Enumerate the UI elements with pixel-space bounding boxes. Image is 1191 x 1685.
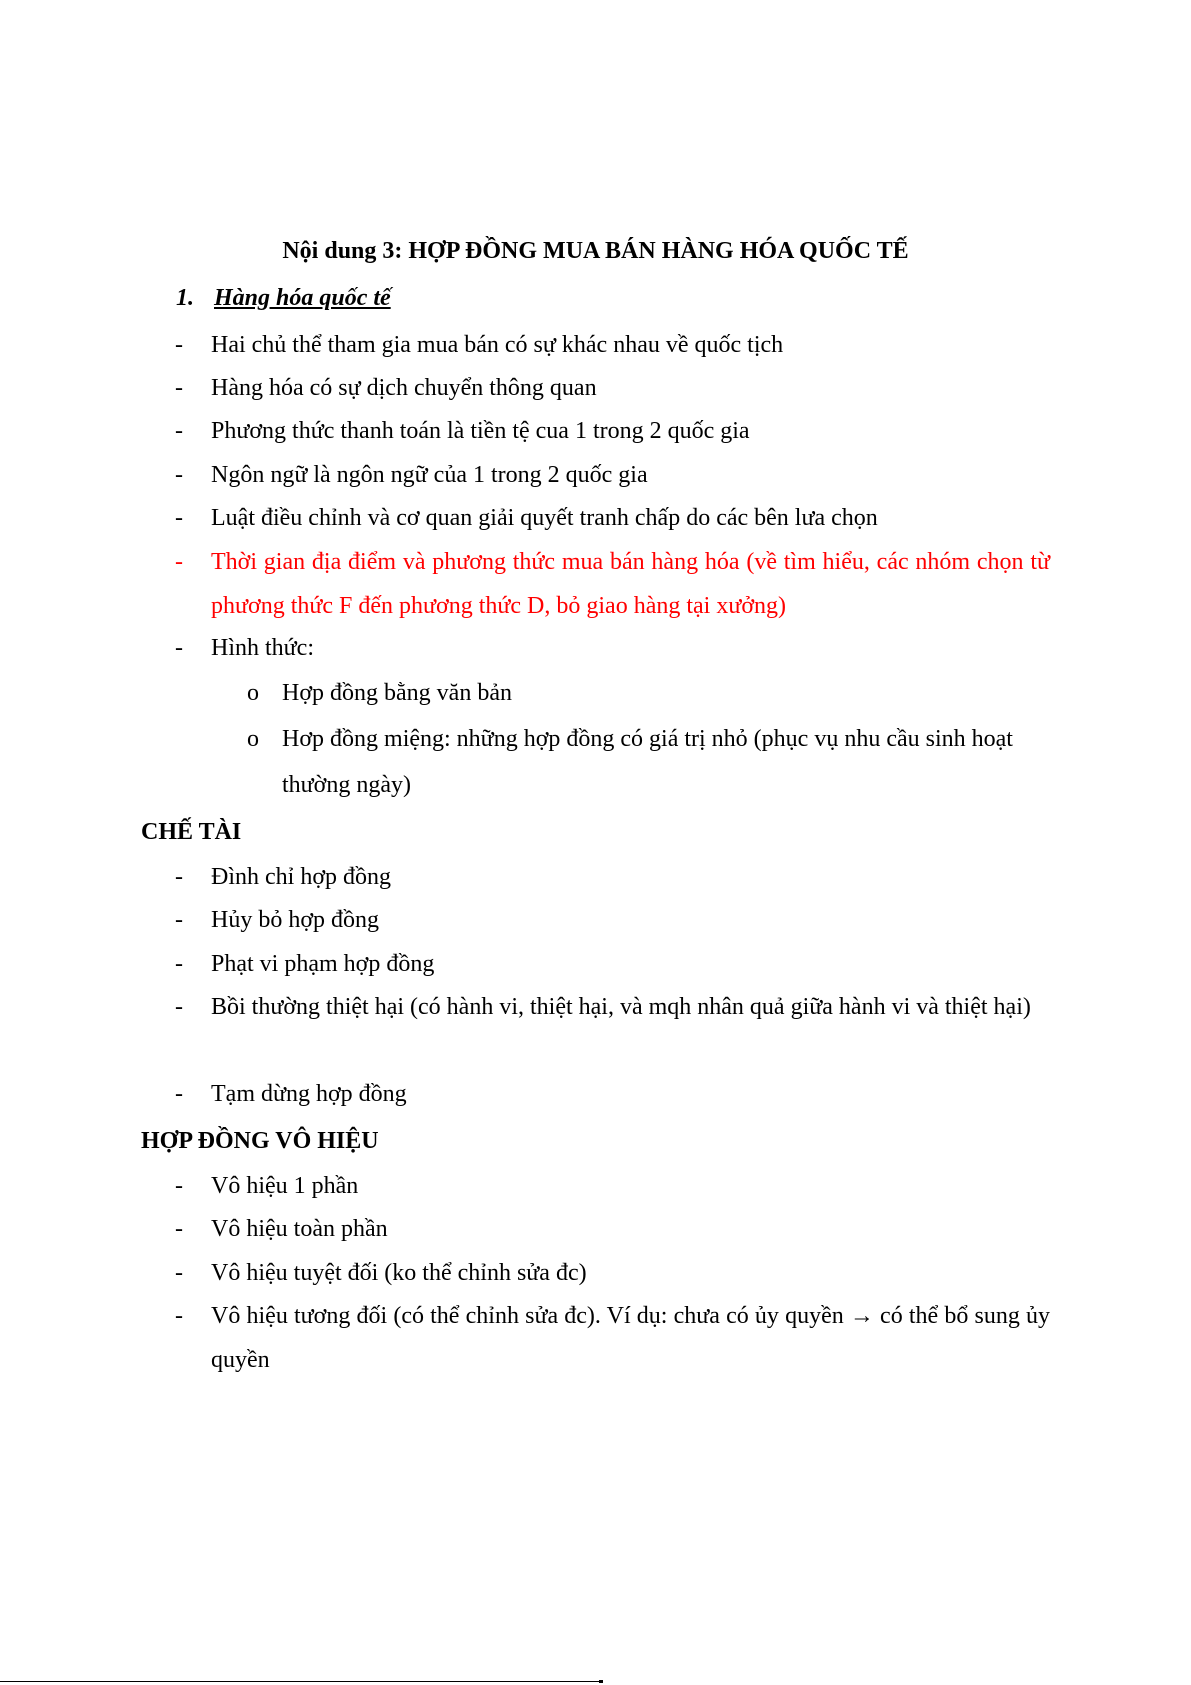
list-item bbox=[175, 862, 1050, 899]
sub-list-item bbox=[247, 678, 1050, 716]
list-item bbox=[175, 992, 1050, 1029]
invalid-contract-heading: HỢP ĐỒNG VÔ HIỆU bbox=[141, 1128, 379, 1154]
list-item-text: Hình thức: bbox=[211, 635, 314, 661]
sub-list-item-text: Hợp đồng bằng văn bản bbox=[282, 680, 512, 706]
list-item bbox=[175, 1171, 1050, 1208]
dash-bullet: - bbox=[175, 1216, 183, 1242]
dash-bullet: - bbox=[175, 1260, 183, 1286]
list-item bbox=[175, 373, 1050, 410]
list-item-highlighted bbox=[175, 547, 1050, 628]
list-item-text: Vô hiệu toàn phần bbox=[211, 1216, 388, 1242]
list-item bbox=[175, 1258, 1050, 1295]
dash-bullet: - bbox=[175, 994, 183, 1020]
dash-bullet: - bbox=[175, 375, 183, 401]
bottom-rule bbox=[0, 1681, 600, 1682]
dash-bullet: - bbox=[175, 635, 183, 661]
list-item-text: Vô hiệu tương đối (có thể chỉnh sửa đc). Ví dụ: chưa có ủy quyền → có thể bổ sung ủy quyền bbox=[211, 1303, 1050, 1373]
list-item-text: Bồi thường thiệt hại (có hành vi, thiệt hại, và mqh nhân quả giữa hành vi và thiệt hại) bbox=[211, 994, 1031, 1020]
dash-bullet: - bbox=[175, 864, 183, 890]
list-item-text: Ngôn ngữ là ngôn ngữ của 1 trong 2 quốc gia bbox=[211, 462, 648, 488]
dash-bullet: - bbox=[175, 505, 183, 531]
sub-list-item-text: Hơp đồng miệng: những hợp đồng có giá trị nhỏ (phục vụ nhu cầu sinh hoạt thường ngày) bbox=[282, 726, 1013, 798]
list-item-text: Đình chỉ hợp đồng bbox=[211, 864, 392, 890]
dash-bullet: - bbox=[175, 332, 183, 358]
sanctions-heading: CHẾ TÀI bbox=[141, 819, 242, 845]
list-item bbox=[175, 949, 1050, 986]
list-item bbox=[175, 416, 1050, 453]
document-title: Nội dung 3: HỢP ĐỒNG MUA BÁN HÀNG HÓA QUỐC TẾ bbox=[282, 238, 909, 264]
section-heading-international-goods bbox=[176, 283, 391, 313]
list-item-text: Thời gian địa điểm và phương thức mua bán hàng hóa (về tìm hiểu, các nhóm chọn từ phương thức F đến phương thức D, bỏ giao hàng tại xưởng) bbox=[211, 549, 1050, 619]
list-item-text: Hai chủ thể tham gia mua bán có sự khác nhau về quốc tịch bbox=[211, 332, 784, 358]
list-item-text: Luật điều chỉnh và cơ quan giải quyết tranh chấp do các bên lưa chọn bbox=[211, 505, 878, 531]
dash-bullet: - bbox=[175, 951, 183, 977]
list-item bbox=[175, 905, 1050, 942]
dash-bullet: - bbox=[175, 1081, 183, 1107]
list-item bbox=[175, 633, 1050, 670]
list-item bbox=[175, 1079, 1050, 1116]
list-item bbox=[175, 330, 1050, 367]
list-item bbox=[175, 503, 1050, 540]
dash-bullet: - bbox=[175, 907, 183, 933]
list-item bbox=[175, 460, 1050, 497]
list-item-text: Vô hiệu 1 phần bbox=[211, 1173, 359, 1199]
bottom-rule-end-mark bbox=[599, 1680, 603, 1683]
list-item-text: Hủy bỏ hợp đồng bbox=[211, 907, 380, 933]
list-item-text: Vô hiệu tuyệt đối (ko thể chỉnh sửa đc) bbox=[211, 1260, 587, 1286]
section-title: Hàng hóa quốc tế bbox=[214, 285, 391, 311]
dash-bullet: - bbox=[175, 462, 183, 488]
sub-list-item bbox=[247, 724, 1050, 808]
section-number: 1. bbox=[176, 285, 194, 311]
dash-bullet: - bbox=[175, 549, 183, 575]
circle-bullet: o bbox=[247, 726, 259, 752]
list-item bbox=[175, 1214, 1050, 1251]
dash-bullet: - bbox=[175, 1173, 183, 1199]
list-item-text: Hàng hóa có sự dịch chuyển thông quan bbox=[211, 375, 597, 401]
dash-bullet: - bbox=[175, 418, 183, 444]
circle-bullet: o bbox=[247, 680, 259, 706]
list-item-text: Tạm dừng hợp đồng bbox=[211, 1081, 407, 1107]
list-item-text: Phương thức thanh toán là tiền tệ cua 1 trong 2 quốc gia bbox=[211, 418, 750, 444]
list-item-text: Phạt vi phạm hợp đồng bbox=[211, 951, 435, 977]
dash-bullet: - bbox=[175, 1303, 183, 1329]
list-item bbox=[175, 1301, 1050, 1382]
